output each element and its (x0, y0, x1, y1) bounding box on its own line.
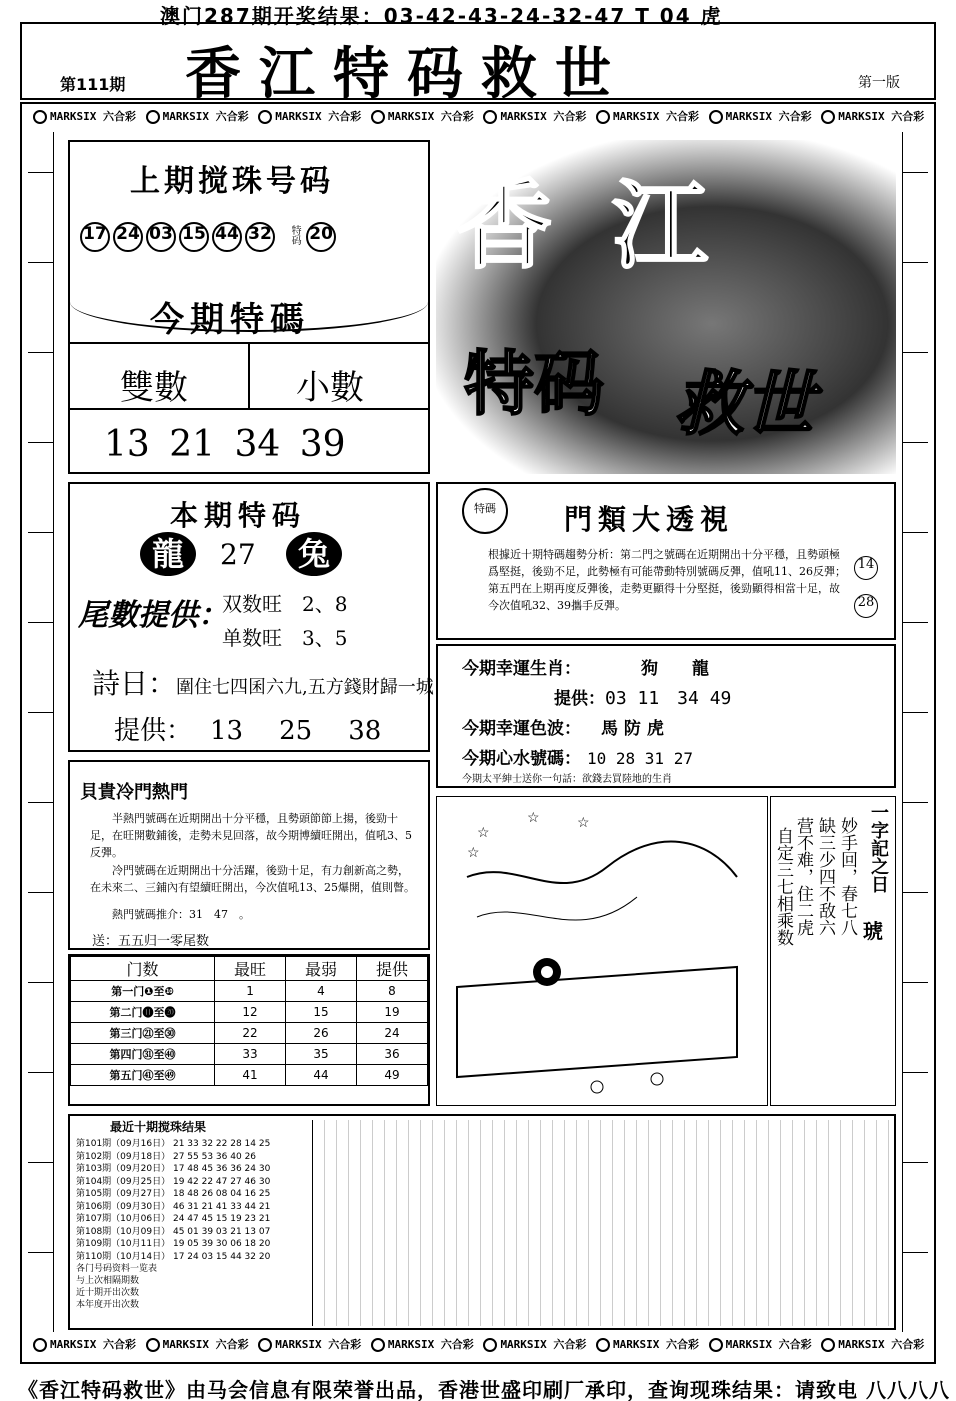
recent-panel (68, 1114, 896, 1330)
illustration-panel (436, 796, 768, 1106)
riddle-col3: 营不难，住二虎 (793, 817, 813, 936)
special-tag: 特码 (289, 224, 301, 245)
flower-icon (33, 110, 47, 124)
ball: 17 (80, 222, 110, 252)
col-even: 雙數 (120, 368, 188, 408)
zodiac2: 兔 (286, 532, 342, 576)
hotcold-text2: 冷門號碼在近期開出十分活躍，後勁十足，有力創新高之勢，在未來二、三鋪內有望續旺開出，今次值吼13、25爆開，值則瞥。 (90, 864, 415, 894)
issue-number: 第111期 (60, 75, 126, 94)
period-special-title: 本期特码 (170, 499, 307, 532)
recent-row: 第102期（09月18日） 27 55 53 36 40 26 (76, 1151, 257, 1162)
riddle-title: 一字記之日 (868, 803, 889, 893)
side-badge-1: 14 (854, 556, 878, 580)
door-table (70, 956, 428, 1086)
divider (248, 344, 250, 408)
zodiac1: 龍 (140, 532, 196, 576)
ball: 15 (179, 222, 209, 252)
border-strip-top: MARKSIX 六合彩 MARKSIX 六合彩 MARKSIX 六合彩 MARKSIX 六合彩 MARKSIX 六合彩 MARKSIX 六合彩 MARKSIX 六合彩 MARKSIX 六合彩 (30, 108, 926, 130)
gate-title: 門類大透視 (564, 503, 735, 536)
hotcold-panel (68, 760, 430, 950)
footer-line: 《香江特码救世》由马会信息有限荣誉出品，香港世盛印刷厂承印，查询现珠结果：请致电 八八八八 (18, 1378, 950, 1401)
lucky-panel (436, 644, 896, 788)
edition-label: 第一版 (858, 75, 900, 91)
recent-rows (76, 1136, 312, 1309)
footer-label: 近十期开出次数 (76, 1288, 140, 1298)
table-row: 第五门㊶至㊾ 41 44 49 (71, 1065, 428, 1086)
lucky-provide: 提供：03 11 34 49 (554, 688, 732, 709)
ball: 03 (146, 222, 176, 252)
lucky-zodiac: 今期幸運生肖： 狗 龍 (462, 659, 709, 679)
lucky-heart: 今期心水號碼： 10 28 31 27 (462, 749, 693, 769)
masthead-title: 香江特码救世 (185, 42, 629, 107)
border-strip-left (28, 132, 54, 1332)
svg-text:☆: ☆ (467, 845, 480, 861)
table-row: 第二门⓫至⓴ 12 15 19 (71, 1002, 428, 1023)
footer-label: 与上次相隔期数 (76, 1276, 140, 1286)
ball: 24 (113, 222, 143, 252)
hotcold-title: 貝貴冷門熱門 (80, 782, 188, 803)
border-strip-bottom: MARKSIX 六合彩 MARKSIX 六合彩 MARKSIX 六合彩 MARKSIX 六合彩 MARKSIX 六合彩 MARKSIX 六合彩 MARKSIX 六合彩 MARKSIX 六合彩 (30, 1336, 926, 1358)
footer-label: 各门号码资料一览表 (76, 1264, 158, 1274)
recent-row: 第110期（10月14日） 17 24 03 15 44 32 20 (76, 1251, 271, 1262)
magnifier-icon: 特碼 (462, 488, 508, 534)
hotcold-text1: 半熱門號碼在近期開出十分平穩，且勢頭節節上揚，後勁十足，在旺開數鋪後，走勢未見回落，故今期博續旺開出，值吼3、5反彈。 (90, 812, 412, 859)
gate-panel (436, 482, 896, 640)
hotcold-send: 送：五五归一零尾数 (92, 934, 210, 949)
table-row: 第三门㉑至㉚ 22 26 24 (71, 1023, 428, 1044)
side-badge-2: 28 (854, 594, 878, 618)
col-small: 小數 (296, 368, 364, 408)
recent-row: 第103期（09月20日） 17 48 45 36 36 24 30 (76, 1164, 271, 1174)
ball: 44 (212, 222, 242, 252)
ball: 32 (245, 222, 275, 252)
last-draw-panel (68, 140, 430, 474)
period-special-panel (68, 482, 434, 752)
th: 最旺 (215, 957, 286, 981)
riddle-panel (770, 796, 896, 1106)
riddle-col4: 自定三七相乘数 (773, 827, 793, 946)
th: 门数 (71, 957, 215, 981)
recent-row: 第108期（10月09日） 45 01 39 03 21 13 07 (76, 1226, 271, 1237)
table-row: 第一门❶至❿ 1 4 8 (71, 981, 428, 1002)
special-numbers: 13 21 34 39 (104, 424, 346, 465)
svg-text:☆: ☆ (527, 810, 540, 826)
svg-text:☆: ☆ (577, 815, 590, 831)
table-row: 第四门㉛至㊵ 33 35 36 (71, 1044, 428, 1065)
cols-row (70, 342, 428, 410)
tail-label: 尾數提供： (78, 598, 228, 633)
footer-label: 本年度开出次数 (76, 1300, 140, 1310)
tail2: 单数旺 3、5 (222, 626, 348, 650)
th: 最弱 (286, 957, 357, 981)
lucky-quote: 今期太平紳士送你一句話：欲錢去買陸地的生肖 (462, 774, 672, 785)
dragon-sage-illustration (437, 797, 767, 1105)
tail1: 双数旺 2、8 (222, 592, 348, 616)
gate-text: 根據近十期特碼趨勢分析：第二門之號碼在近期開出十分平穩，且勢頭極爲堅挺，後勁不足，此勢極有可能帶動特別號碼反彈，值吼11、26反彈；第五門在上期再度反彈後，走勢更顯得十分堅挺，後勁顯得相當十足，故今次值吼32、39攜手反彈。 (488, 548, 846, 612)
hero-panel (436, 140, 896, 474)
recent-row: 第109期（10月11日） 19 05 39 30 06 18 20 (76, 1239, 271, 1249)
this-special-title: 今期特碼 (150, 300, 310, 340)
border-strip-right (902, 132, 928, 1332)
recent-row: 第107期（10月06日） 24 47 45 15 19 23 21 (76, 1214, 271, 1224)
special-ball: 20 (306, 222, 336, 252)
last-draw-balls (80, 222, 339, 252)
riddle-answer: 琥 (863, 919, 883, 943)
riddle-col2: 缺三少四不敌六 (815, 817, 835, 936)
hotcold-text3: 熱門號碼推介：31 47 。 (112, 908, 250, 921)
recent-row: 第106期（09月30日） 46 31 21 41 33 44 21 (76, 1201, 271, 1212)
recent-row: 第105期（09月27日） 18 48 26 08 04 16 25 (76, 1189, 271, 1199)
th: 提供 (356, 957, 427, 981)
hero-line1: 香江 (456, 170, 768, 282)
recent-title: 最近十期搅珠结果 (110, 1120, 207, 1134)
dot-grid (312, 1120, 892, 1326)
door-table-panel (68, 954, 430, 1106)
hero-line3: 救世 (674, 363, 814, 445)
lucky-color: 今期幸運色波： 馬 防 虎 (462, 719, 664, 739)
provide-row: 提供： 13 25 38 (114, 716, 382, 746)
top-result-line: 澳门287期开奖结果：03-42-43-24-32-47 T 04 虎 (160, 4, 723, 28)
svg-text:☆: ☆ (477, 825, 490, 841)
recent-row: 第101期（09月16日） 21 33 32 22 28 14 25 (76, 1139, 271, 1149)
hero-line2: 特码 (464, 343, 604, 425)
recent-row: 第104期（09月25日） 19 42 22 47 27 46 30 (76, 1176, 271, 1187)
riddle-col1: 妙手回，春七八 (837, 817, 857, 936)
special-num: 27 (220, 538, 256, 571)
last-draw-title: 上期搅珠号码 (130, 164, 334, 199)
poem: 詩日：圍住七四囷六九,五方錢財歸一城 (92, 667, 434, 700)
